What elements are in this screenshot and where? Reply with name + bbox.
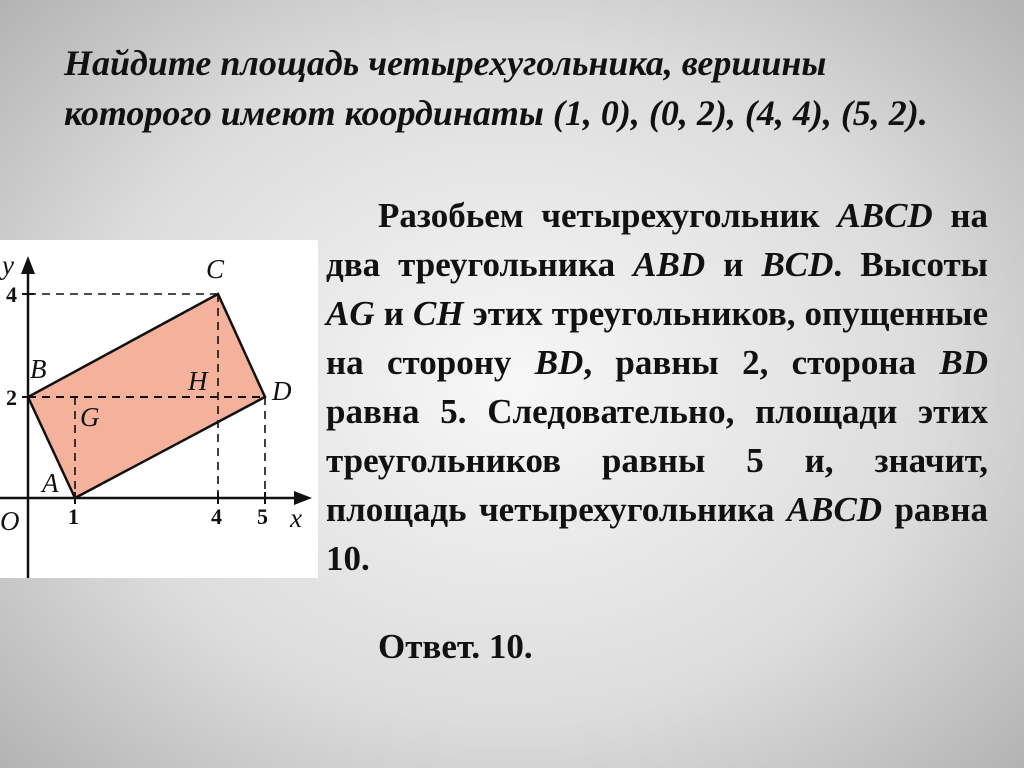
point-label-h: H: [188, 366, 208, 396]
point-label-d: D: [272, 376, 292, 406]
origin-label: O: [0, 506, 20, 536]
y-axis-label: y: [2, 250, 14, 280]
figure-svg: [0, 240, 318, 578]
x-axis-label: x: [290, 503, 302, 533]
solution-text: Разобьем четырехугольник ABCD на два треугольника ABD и BCD. Высоты AG и CH этих треугольников, опущенные на сторону BD, равны 2, сторона BD равна 5. Следовательно, площади этих треугольников равны 5 и, значит, площадь четырехугольника ABCD равна 10.: [326, 196, 989, 578]
x-tick-label-4: 4: [211, 504, 222, 529]
point-label-b: B: [30, 354, 47, 384]
y-tick-label-2: 2: [6, 385, 17, 410]
point-label-a: A: [42, 468, 59, 498]
answer-text: Ответ. 10.: [378, 627, 533, 666]
coordinate-figure: [0, 240, 318, 578]
x-tick-label-1: 1: [68, 504, 79, 529]
point-label-c: C: [206, 254, 225, 284]
problem-statement: Найдите площадь четырехугольника, вершины которого имеют координаты (1, 0), (0, 2), (4, 4), (5, 2).: [64, 43, 928, 133]
y-axis-arrow: [21, 256, 35, 274]
point-label-g: G: [80, 402, 100, 432]
y-tick-label-4: 4: [6, 282, 17, 307]
x-tick-label-5: 5: [257, 504, 268, 529]
